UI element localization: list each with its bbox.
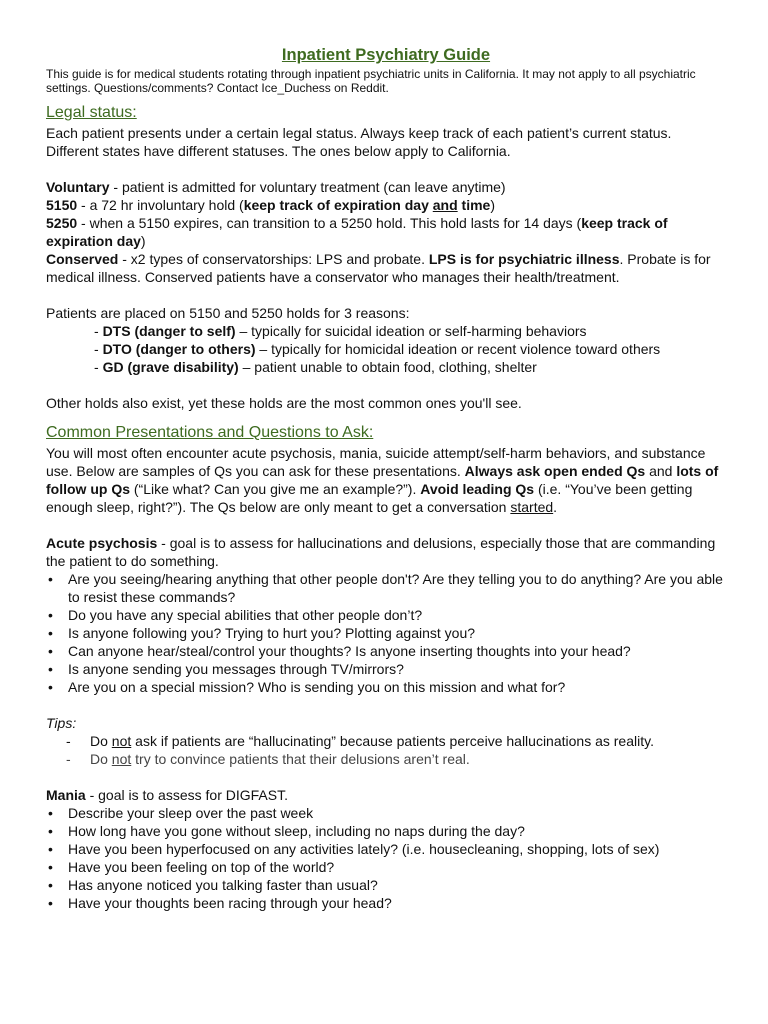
hold-5150-line: 5150 - a 72 hr involuntary hold (keep track of expiration day and time) <box>46 197 496 213</box>
conserved-line: Conserved - x2 types of conservatorships: LPS and probate. LPS is for psychiatric illness. Probate is for medical illness. Conserved patients have a conservator who manages their health/treatment. <box>46 251 711 285</box>
list-item: • Is anyone following you? Trying to hurt you? Plotting against you? <box>46 624 726 642</box>
psychosis-questions-list <box>46 570 726 696</box>
reasons-intro: Patients are placed on 5150 and 5250 holds for 3 reasons: <box>46 305 410 321</box>
common-presentations-heading: Common Presentations and Questions to Ask: <box>46 424 374 441</box>
other-holds-text: Other holds also exist, yet these holds are the most common ones you'll see. <box>46 395 522 411</box>
list-item: • Are you on a special mission? Who is sending you on this mission and what for? <box>46 678 726 696</box>
reason-dto: - DTO (danger to others) – typically for homicidal ideation or recent violence toward others <box>94 341 661 357</box>
list-item: • Are you seeing/hearing anything that other people don't? Are they telling you to do anything? Are you able to resist these commands? <box>46 570 726 606</box>
page-title: Inpatient Psychiatry Guide <box>281 46 491 64</box>
common-intro: You will most often encounter acute psychosis, mania, suicide attempt/self-harm behaviors, and substance use. Below are samples of Qs you can ask for these presentations. Always ask open ended Qs and lots of follow up Qs (“Like what? Can you give me an example?”). Avoid leading Qs (i.e. “You’ve been getting enough sleep, right?”). The Qs below are only meant to get a conversation started. <box>46 445 719 515</box>
tips-label: Tips: <box>46 715 77 731</box>
list-item: • How long have you gone without sleep, including no naps during the day? <box>46 822 726 840</box>
list-item: - Do not ask if patients are “hallucinating” because patients perceive hallucinations as reality. <box>46 732 726 750</box>
list-item: - Do not try to convince patients that their delusions aren’t real. <box>46 750 726 768</box>
mania-questions-list <box>46 804 726 912</box>
hold-5250-line: 5250 - when a 5150 expires, can transition to a 5250 hold. This hold lasts for 14 days (keep track of expiration day) <box>46 215 668 249</box>
list-item: • Describe your sleep over the past week <box>46 804 726 822</box>
reason-dts: - DTS (danger to self) – typically for suicidal ideation or self-harming behaviors <box>94 323 587 339</box>
list-item: • Have you been hyperfocused on any activities lately? (i.e. housecleaning, shopping, lots of sex) <box>46 840 726 858</box>
list-item: • Have you been feeling on top of the world? <box>46 858 726 876</box>
list-item: • Have your thoughts been racing through your head? <box>46 894 726 912</box>
reason-gd: - GD (grave disability) – patient unable to obtain food, clothing, shelter <box>94 359 537 375</box>
legal-status-heading: Legal status: <box>46 104 137 121</box>
tips-list <box>46 732 726 768</box>
list-item: • Has anyone noticed you talking faster than usual? <box>46 876 726 894</box>
document-page <box>46 46 726 912</box>
legal-intro: Each patient presents under a certain legal status. Always keep track of each patient’s current status. Different states have different statuses. The ones below apply to California. <box>46 125 672 159</box>
list-item: • Do you have any special abilities that other people don’t? <box>46 606 726 624</box>
acute-psychosis-intro: Acute psychosis - goal is to assess for hallucinations and delusions, especially those that are commanding the patient to do something. <box>46 535 716 569</box>
list-item: • Is anyone sending you messages through TV/mirrors? <box>46 660 726 678</box>
list-item: • Can anyone hear/steal/control your thoughts? Is anyone inserting thoughts into your head? <box>46 642 726 660</box>
voluntary-line: Voluntary - patient is admitted for voluntary treatment (can leave anytime) <box>46 179 506 195</box>
intro-text: This guide is for medical students rotating through inpatient psychiatric units in California. It may not apply to all psychiatric settings. Questions/comments? Contact Ice_Duchess on Reddit. <box>46 67 696 95</box>
mania-intro: Mania - goal is to assess for DIGFAST. <box>46 787 288 803</box>
